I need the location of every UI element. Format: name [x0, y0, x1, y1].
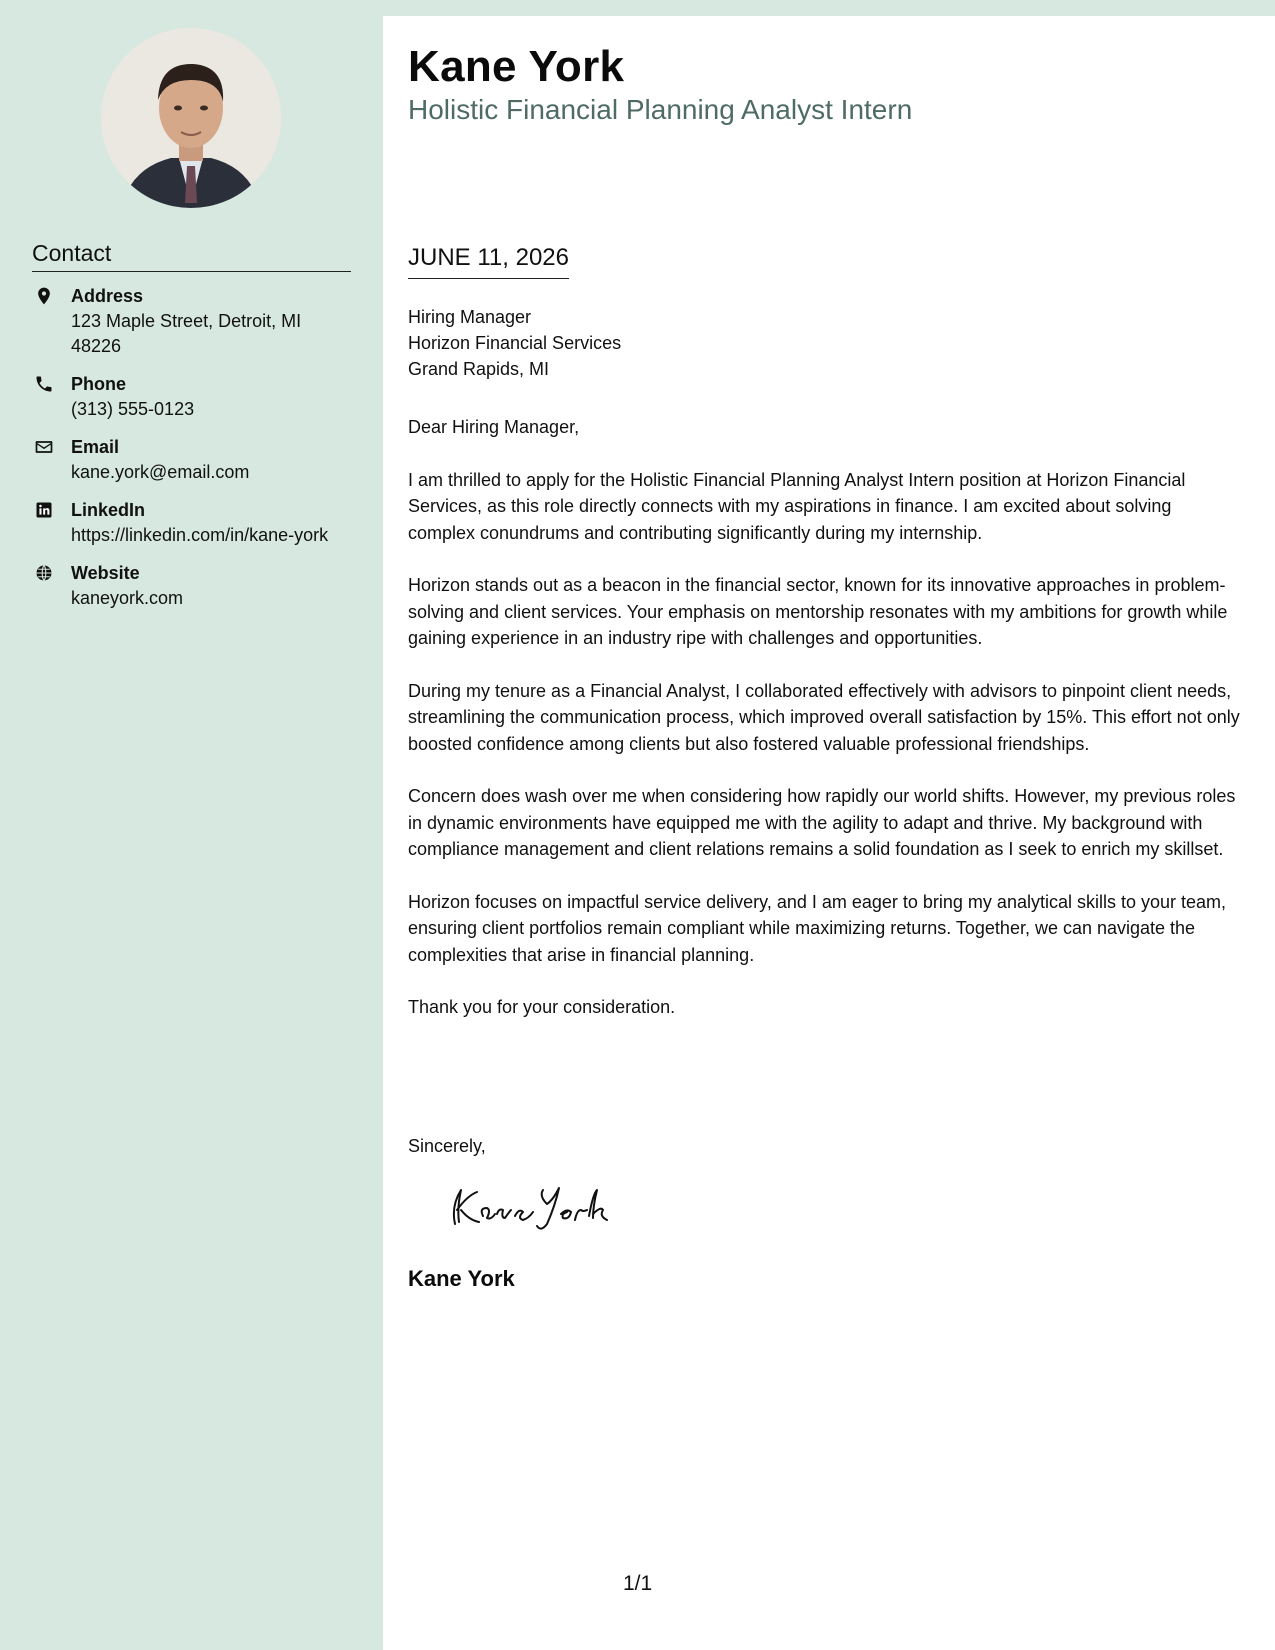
- phone-icon: [34, 374, 54, 394]
- phone-value: (313) 555-0123: [71, 399, 195, 419]
- recipient-block: [408, 304, 621, 382]
- recipient-line: Horizon Financial Services: [408, 333, 622, 353]
- paragraph: Horizon stands out as a beacon in the financial sector, known for its innovative approaches in problem-solving and client services. Your emphasis on mentorship resonates with my ambitions for growth while gaining experience in an industry ripe with challenges and opportunities.: [408, 575, 1228, 648]
- location-pin-icon: [34, 286, 54, 306]
- job-title: Holistic Financial Planning Analyst Intern: [408, 94, 913, 125]
- applicant-name: Kane York: [408, 42, 625, 91]
- linkedin-icon: [34, 500, 54, 520]
- address-line-1: 123 Maple Street, Detroit, MI: [71, 311, 302, 331]
- closing: Sincerely,: [408, 1136, 486, 1156]
- address-line-2: 48226: [71, 336, 122, 356]
- salutation: Dear Hiring Manager,: [408, 417, 580, 437]
- profile-photo: [101, 28, 281, 208]
- recipient-line: Grand Rapids, MI: [408, 359, 550, 379]
- contact-linkedin: [32, 498, 362, 548]
- contact-list: [32, 284, 362, 624]
- paragraph: During my tenure as a Financial Analyst, I collaborated effectively with advisors to pinpoint client needs, streamlining the communication process, which improved overall satisfaction by 15%. This effort not only boosted confidence among clients but also fostered valuable professional friendships.: [408, 680, 1240, 754]
- contact-email: [32, 435, 362, 485]
- contact-label: Email: [71, 437, 120, 457]
- paragraph: Thank you for your consideration.: [408, 997, 676, 1017]
- email-icon: [34, 437, 54, 457]
- paragraph: Concern does wash over me when considering how rapidly our world shifts. However, my previous roles in dynamic environments have equipped me with the agility to adapt and thrive. My background with compliance management and client relations remains a solid foundation as I seek to enrich my skillset.: [408, 786, 1236, 859]
- letter-body: [408, 414, 1243, 1047]
- contact-address: [32, 284, 362, 359]
- contact-heading: Contact: [32, 240, 351, 272]
- letter-date: JUNE 11, 2026: [408, 244, 569, 279]
- paragraph: Horizon focuses on impactful service delivery, and I am eager to bring my analytical skills to your team, ensuring client portfolios remain compliant while maximizing returns. Together, we can navigate the complexities that arise in financial planning.: [408, 891, 1227, 965]
- contact-label: Website: [71, 563, 140, 583]
- globe-icon: [34, 563, 54, 583]
- contact-label: Address: [71, 286, 144, 306]
- contact-website: [32, 561, 362, 611]
- sidebar: [0, 0, 383, 1650]
- paragraph: I am thrilled to apply for the Holistic Financial Planning Analyst Intern position at Horizon Financial Services, as this role directly connects with my aspirations in finance. I am excited about solving complex conundrums and contributing significantly during my internship.: [408, 469, 1186, 543]
- linkedin-link[interactable]: https://linkedin.com/in/kane-york: [71, 525, 329, 545]
- email-link[interactable]: kane.york@email.com: [71, 462, 250, 482]
- contact-label: LinkedIn: [71, 500, 146, 520]
- contact-phone: [32, 372, 362, 422]
- main-content: [383, 16, 1275, 1650]
- recipient-line: Hiring Manager: [408, 307, 532, 327]
- website-link[interactable]: kaneyork.com: [71, 588, 184, 608]
- handwritten-signature: [443, 1176, 643, 1236]
- signer-name: Kane York: [408, 1266, 515, 1291]
- contact-label: Phone: [71, 374, 127, 394]
- page-number: 1/1: [623, 1572, 653, 1595]
